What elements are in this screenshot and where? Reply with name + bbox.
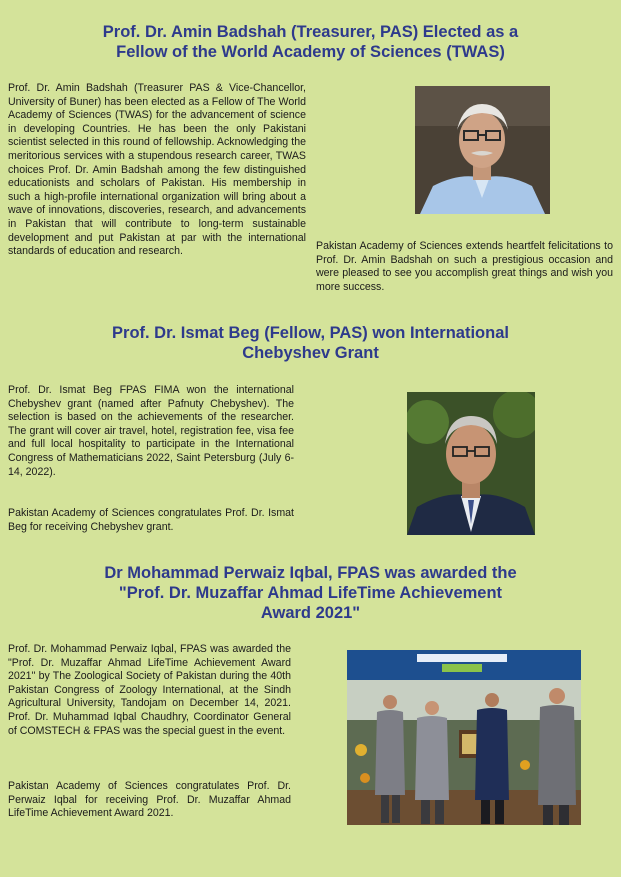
section3-body: Prof. Dr. Mohammad Perwaiz Iqbal, FPAS was awarded the "Prof. Dr. Muzaffar Ahmad LifeTime Achievement Award 2021" by The Zoological Society of Pakistan during the 40th Pakistan Congress of Zoology International, at the Sindh Agricultural University, Tandojam on December 14, 2021. Prof. Dr. Muhammad Iqbal Chaudhry, Coordinator General of COMSTECH & FPAS was the special guest in the event. xyxy=(8,643,291,737)
ismat-beg-portrait xyxy=(407,392,535,535)
section2-title: Prof. Dr. Ismat Beg (Fellow, PAS) won International Chebyshev Grant xyxy=(112,324,509,362)
section2-body: Prof. Dr. Ismat Beg FPAS FIMA won the international Chebyshev grant (named after Pafnuty Chebyshev). The selection is based on the achievements of the researcher. The grant will cover air travel, hotel, registration fee, visa fee and full local hospitality to participate in the International Congress of Mathematicians 2022, Saint Petersburg (July 6-14, 2022). xyxy=(8,384,294,478)
section2-congrats: Pakistan Academy of Sciences congratulates Prof. Dr. Ismat Beg for receiving Chebyshev grant. xyxy=(8,507,294,533)
section3-title: Dr Mohammad Perwaiz Iqbal, FPAS was awarded the "Prof. Dr. Muzaffar Ahmad LifeTime Achievement Award 2021" xyxy=(104,564,517,622)
section1-title: Prof. Dr. Amin Badshah (Treasurer, PAS) Elected as a Fellow of the World Academy of Sciences (TWAS) xyxy=(102,23,519,61)
award-ceremony-photo xyxy=(347,650,581,825)
section1-felicitations: Pakistan Academy of Sciences extends heartfelt felicitations to Prof. Dr. Amin Badshah on such a prestigious occasion and were pleased to see you accomplish great things and wish you more success. xyxy=(316,240,613,293)
section3-congrats: Pakistan Academy of Sciences congratulates Prof. Dr. Perwaiz Iqbal for receiving Prof. Dr. Muzaffar Ahmad LifeTime Achievement Award 2021. xyxy=(8,780,291,820)
section1-body: Prof. Dr. Amin Badshah (Treasurer PAS & Vice-Chancellor, University of Buner) has been elected as a Fellow of The World Academy of Sciences (TWAS) for the advancement of science in developing Countries. He has been the only Pakistani scientist selected in this round of fellowship. Acknowledging the meritorious services with a stupendous research career, TWAS choices Prof. Dr. Amin Badshah among the few distinguished educationists and scholars of Pakistan. His membership in such a high-profile international organization will bring about a wave of innovations, discoveries, research, and advancements in Pakistan that will contribute to long-term sustainable development and put Pakistan at par with the international standards of education and research. xyxy=(8,82,306,258)
amin-badshah-portrait xyxy=(415,86,550,214)
